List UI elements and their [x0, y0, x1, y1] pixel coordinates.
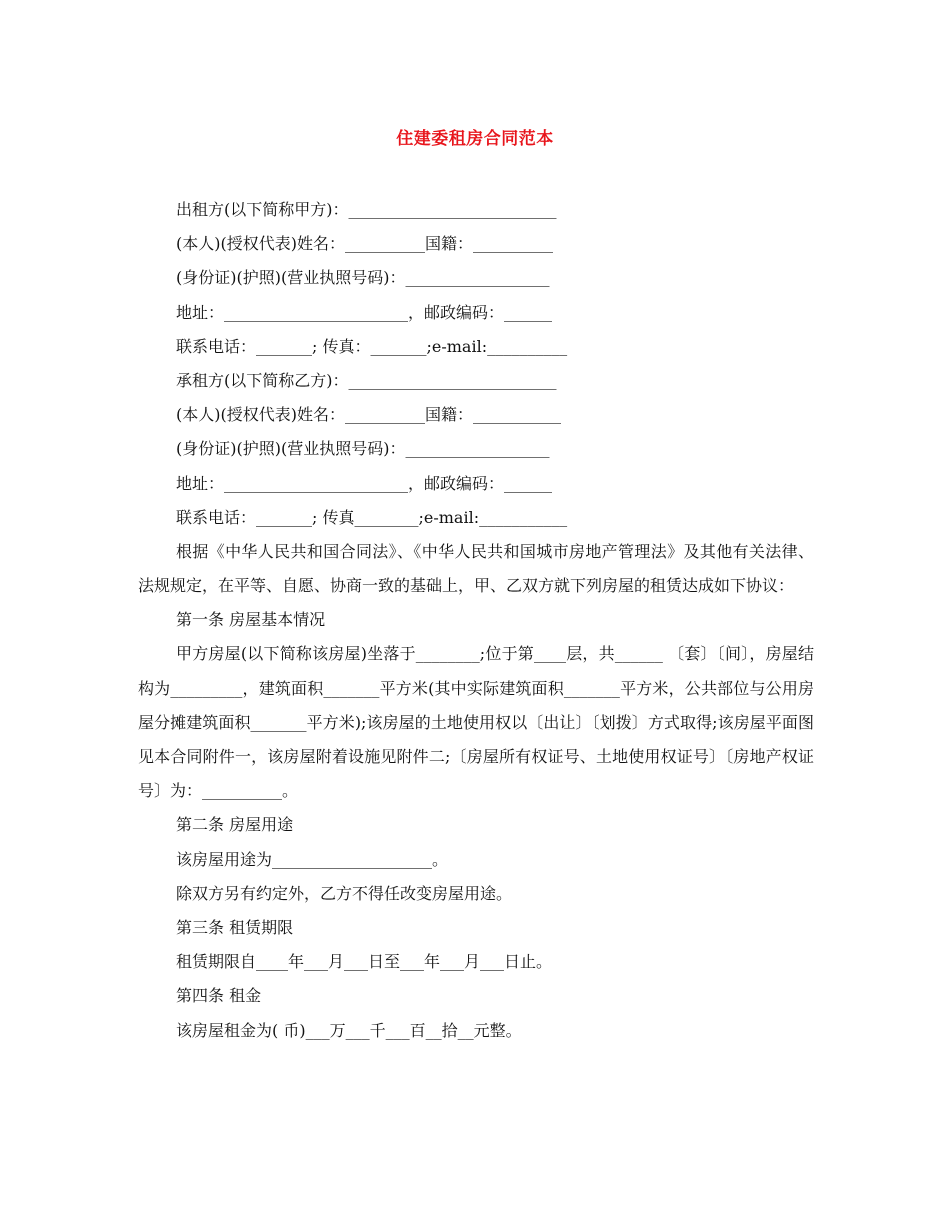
article2-heading: 第二条 房屋用途	[176, 815, 294, 835]
article3-term-line: 租赁期限自____年___月___日至___年___月___日止。	[176, 952, 553, 972]
article2-usage-line: 该房屋用途为____________________。	[176, 849, 449, 869]
lessor-id-line: (身份证)(护照)(营业执照号码)：__________________	[176, 268, 550, 288]
lessor-contact-line: 联系电话：_______; 传真：_______;e-mail:__________	[176, 336, 568, 356]
article1-heading: 第一条 房屋基本情况	[176, 610, 326, 630]
article1-paragraph: 甲方房屋(以下简称该房屋)坐落于________;位于第____层，共______ 〔套〕〔间〕，房屋结构为_________，建筑面积_______平方米(其中实际建筑面积_______平方米，公共部位与公用房屋分摊建筑面积_______平方米);该房屋的土地使用权以〔出让〕〔划拨〕方式取得;该房屋平面图见本合同附件一，该房屋附着设施见附件二;〔房屋所有权证号、土地使用权证号〕〔房地产权证号〕为：__________。	[138, 644, 814, 801]
lessor-representative-line: (本人)(授权代表)姓名：__________国籍：__________	[176, 234, 553, 254]
lessee-name-line: 承租方(以下简称乙方)：__________________________	[176, 370, 557, 390]
lessor-address-line: 地址：_______________________，邮政编码：______	[176, 302, 553, 322]
article4-rent-line: 该房屋租金为( 币)___万___千___百__拾__元整。	[176, 1020, 522, 1040]
lessor-name-line: 出租方(以下简称甲方)：__________________________	[176, 200, 557, 219]
document-title: 住建委租房合同范本	[396, 129, 554, 149]
lessee-representative-line: (本人)(授权代表)姓名：__________国籍：___________	[176, 405, 561, 425]
article4-heading: 第四条 租金	[176, 986, 262, 1006]
article2-restriction-line: 除双方另有约定外，乙方不得任改变房屋用途。	[176, 883, 513, 903]
lessee-address-line: 地址：_______________________，邮政编码：______	[176, 473, 553, 493]
document-body	[138, 193, 814, 1048]
lessee-contact-line: 联系电话：_______; 传真________;e-mail:___________	[176, 507, 568, 527]
article3-heading: 第三条 租赁期限	[176, 918, 294, 938]
lessee-id-line: (身份证)(护照)(营业执照号码)：__________________	[176, 439, 550, 459]
preamble-paragraph: 根据《中华人民共和国合同法》、《中华人民共和国城市房地产管理法》及其他有关法律、法规规定，在平等、自愿、协商一致的基础上，甲、乙双方就下列房屋的租赁达成如下协议：	[138, 541, 814, 596]
